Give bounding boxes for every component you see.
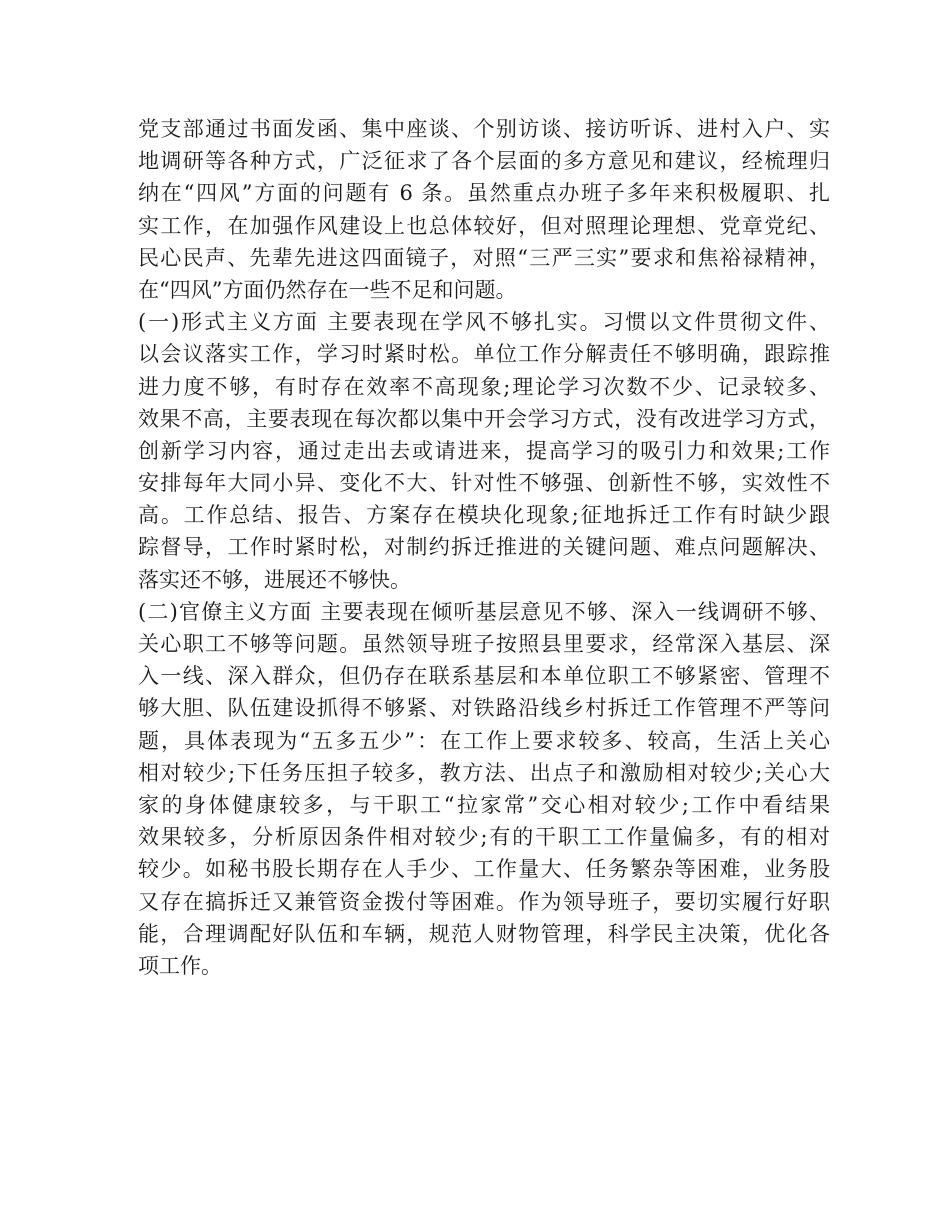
text-line: 效果较多，分析原因条件相对较少;有的干职工工作量偏多，有的相对 — [138, 825, 830, 850]
document-body — [138, 113, 830, 982]
text-line: 创新学习内容，通过走出去或请进来，提高学习的吸引力和效果;工作 — [138, 438, 830, 463]
text-line: 相对较少;下任务压担子较多，教方法、出点子和激励相对较少;关心大 — [138, 760, 830, 785]
text-line: (一)形式主义方面 主要表现在学风不够扎实。习惯以文件贯彻文件、 — [138, 310, 830, 335]
text-line: 纳在“四风”方面的问题有 6 条。虽然重点办班子多年来积极履职、扎 — [138, 181, 830, 206]
text-line: 高。工作总结、报告、方案存在模块化现象;征地拆迁工作有时缺少跟 — [138, 503, 830, 528]
text-line: 又存在搞拆迁又兼管资金拨付等困难。作为领导班子，要切实履行好职 — [138, 889, 830, 914]
text-line: (二)官僚主义方面 主要表现在倾听基层意见不够、深入一线调研不够、 — [138, 599, 830, 624]
text-line: 进力度不够，有时存在效率不高现象;理论学习次数不少、记录较多、 — [138, 374, 830, 399]
text-line: 效果不高，主要表现在每次都以集中开会学习方式，没有改进学习方式， — [138, 406, 830, 431]
text-line: 以会议落实工作，学习时紧时松。单位工作分解责任不够明确，跟踪推 — [138, 342, 830, 367]
text-line: 题，具体表现为“五多五少”：在工作上要求较多、较高，生活上关心 — [138, 728, 830, 753]
paragraph-intro — [138, 113, 830, 306]
paragraph-bureaucratism — [138, 596, 830, 982]
text-line: 安排每年大同小异、变化不大、针对性不够强、创新性不够，实效性不 — [138, 471, 830, 496]
text-line: 实工作，在加强作风建设上也总体较好，但对照理论理想、党章党纪、 — [138, 213, 830, 238]
text-line: 够大胆、队伍建设抓得不够紧、对铁路沿线乡村拆迁工作管理不严等问 — [138, 696, 830, 721]
text-line: 入一线、深入群众，但仍存在联系基层和本单位职工不够紧密、管理不 — [138, 664, 830, 689]
text-line: 能，合理调配好队伍和车辆，规范人财物管理，科学民主决策，优化各 — [138, 921, 830, 946]
paragraph-formalism — [138, 306, 830, 596]
text-line: 落实还不够，进展还不够快。 — [138, 567, 411, 592]
text-line: 踪督导，工作时紧时松，对制约拆迁推进的关键问题、难点问题解决、 — [138, 535, 830, 560]
text-line: 家的身体健康较多，与干职工“拉家常”交心相对较少;工作中看结果 — [138, 792, 830, 817]
text-line: 关心职工不够等问题。虽然领导班子按照县里要求，经常深入基层、深 — [138, 632, 830, 656]
text-line: 较少。如秘书股长期存在人手少、工作量大、任务繁杂等困难，业务股 — [138, 857, 830, 882]
text-line: 党支部通过书面发函、集中座谈、个别访谈、接访听诉、进村入户、实 — [138, 117, 830, 141]
text-line: 民心民声、先辈先进这四面镜子，对照“三严三实”要求和焦裕禄精神， — [138, 245, 830, 270]
text-line: 项工作。 — [138, 953, 222, 978]
text-line: 地调研等各种方式，广泛征求了各个层面的多方意见和建议，经梳理归 — [138, 149, 830, 174]
text-line: 在“四风”方面仍然存在一些不足和问题。 — [138, 277, 517, 302]
